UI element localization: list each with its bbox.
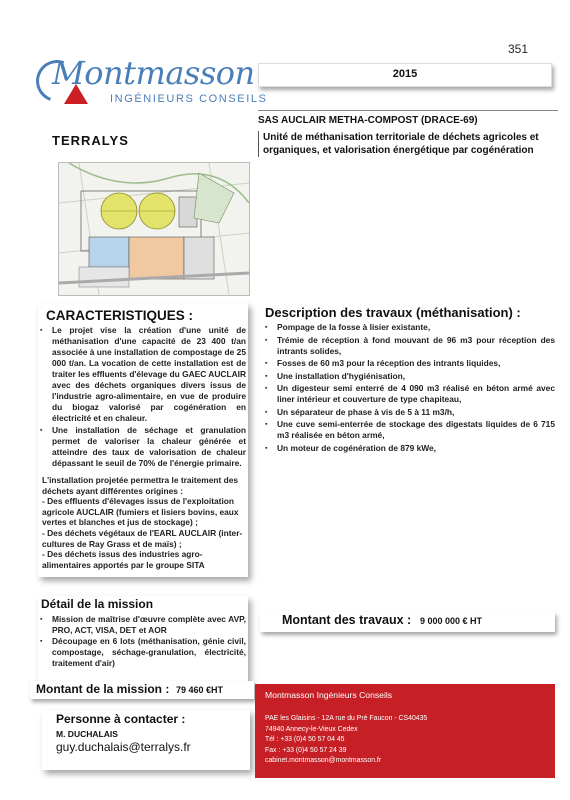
footer-address-block [255,684,555,778]
works-heading: Description des travaux (méthanisation) : [265,305,521,320]
list-item: ▪ Une cuve semi-enterrée de stockage des digestats liquides de 6 715 m3 réalisée en béton armé, [263,419,555,441]
year: 2015 [392,68,418,80]
mission-card [38,596,248,686]
client-description: Unité de méthanisation territoriale de déchets agricoles et organiques, et valorisation énergétique par cogénération [258,131,558,157]
mission-heading: Détail de la mission [41,597,154,611]
footer-line: 74940 Annecy-le-Vieux Cedex [265,725,358,733]
list-item: ▪ Un digesteur semi enterré de 4 090 m3 réalisé en béton armé avec liner intérieur et couverture de type chapiteau, [263,383,555,405]
footer-title: Montmasson Ingénieurs Conseils [265,690,393,700]
list-item: ▪ Le projet vise la création d'une unité de méthanisation d'une capacité de 23 400 t/an associée à une installation de compostage de 25 000 t/an. La vocation de cette installation est de traiter les effluents d'élevage du GAEC AUCLAIR avec des déchets organiques divers issus de l'industrie agro-alimentaire, en vue de produire du biogaz valorisé par cogénération en électricité et en chaleur. [38,325,246,424]
client-title: SAS AUCLAIR METHA-COMPOST (DRACE-69) [258,115,478,126]
list-item: ▪ Un séparateur de phase à vis de 5 à 11 m3/h, [263,407,555,418]
mission-amount-label: Montant de la mission : [36,682,170,696]
mission-list [38,614,246,669]
footer-email[interactable]: cabinet.montmasson@montmasson.fr [265,757,382,764]
characteristics-list [38,325,246,470]
paragraph: L'installation projetée permettra le traitement des déchets ayant différentes origines : [42,475,239,496]
paragraph: - Des effluents d'élevages issus de l'exploitation agricole AUCLAIR (fumiers et lisiers bovins, eaux vertes et blanches et jus de stockage) ; [42,496,239,528]
paragraph: - Des déchets issus des industries agro-alimentaires apportés par le groupe SITA [42,549,205,570]
characteristics-heading: CARACTERISTIQUES : [46,308,194,323]
logo-subtitle: INGÉNIEURS CONSEILS [110,93,268,105]
mission-amount-box [30,681,254,699]
page-number: 351 [507,42,528,56]
footer-line: Tél : +33 (0)4 50 57 04 45 [265,736,345,743]
mission-amount-value: 79 460 €HT [176,685,224,695]
works-amount-label: Montant des travaux : [282,613,412,627]
works-amount-box [260,612,555,632]
footer-line: Fax : +33 (0)4 50 57 24 39 [265,746,347,754]
footer-line: PAE les Glaisins - 12A rue du Pré Faucon - CS40435 [265,715,428,722]
contact-name: M. DUCHALAIS [56,729,118,739]
list-item: ▪ Une installation de séchage et granulation permet de valoriser la chaleur générée et atteindre des taux de valorisation de chaleur dépassant le seuil de 70% de l'énergie primaire. [38,425,246,469]
list-item: ▪ Un moteur de cogénération de 879 kWe, [263,443,555,454]
list-item: ▪ Fosses de 60 m3 pour la réception des intrants liquides, [263,358,555,369]
characteristics-card [38,303,248,577]
company-name: TERRALYS [52,133,129,148]
client-header [258,110,558,157]
list-item: ▪ Trémie de réception à fond mouvant de 96 m3 pour réception des intrants solides, [263,335,555,357]
paragraph: - Des déchets végétaux de l'EARL AUCLAIR (inter-cultures de Ray Grass et de maïs) ; [42,527,243,549]
company-logo [30,54,268,108]
waste-origins [42,475,244,570]
list-item: ▪ Une installation d'hygiénisation, [263,371,555,382]
divider [258,110,558,111]
contact-heading: Personne à contacter : [56,712,186,726]
footer-lines [265,714,427,767]
list-item: ▪ Pompage de la fosse à lisier existante, [263,322,555,333]
works-amount-value: 9 000 000 € HT [420,616,483,626]
list-item: ▪ Découpage en 6 lots (méthanisation, génie civil, compostage, séchage-granulation, électricité, traitement d'air) [38,636,246,669]
works-list [263,322,555,455]
list-item: ▪ Mission de maîtrise d'œuvre complète avec AVP, PRO, ACT, VISA, DET et AOR [38,614,246,636]
contact-email[interactable]: guy.duchalais@terralys.fr [56,740,191,754]
logo-brand: Montmasson [52,54,255,92]
contact-card [42,710,250,770]
site-plan-image [58,162,250,296]
site-plan-drawing [59,163,249,295]
year-box [258,63,552,87]
